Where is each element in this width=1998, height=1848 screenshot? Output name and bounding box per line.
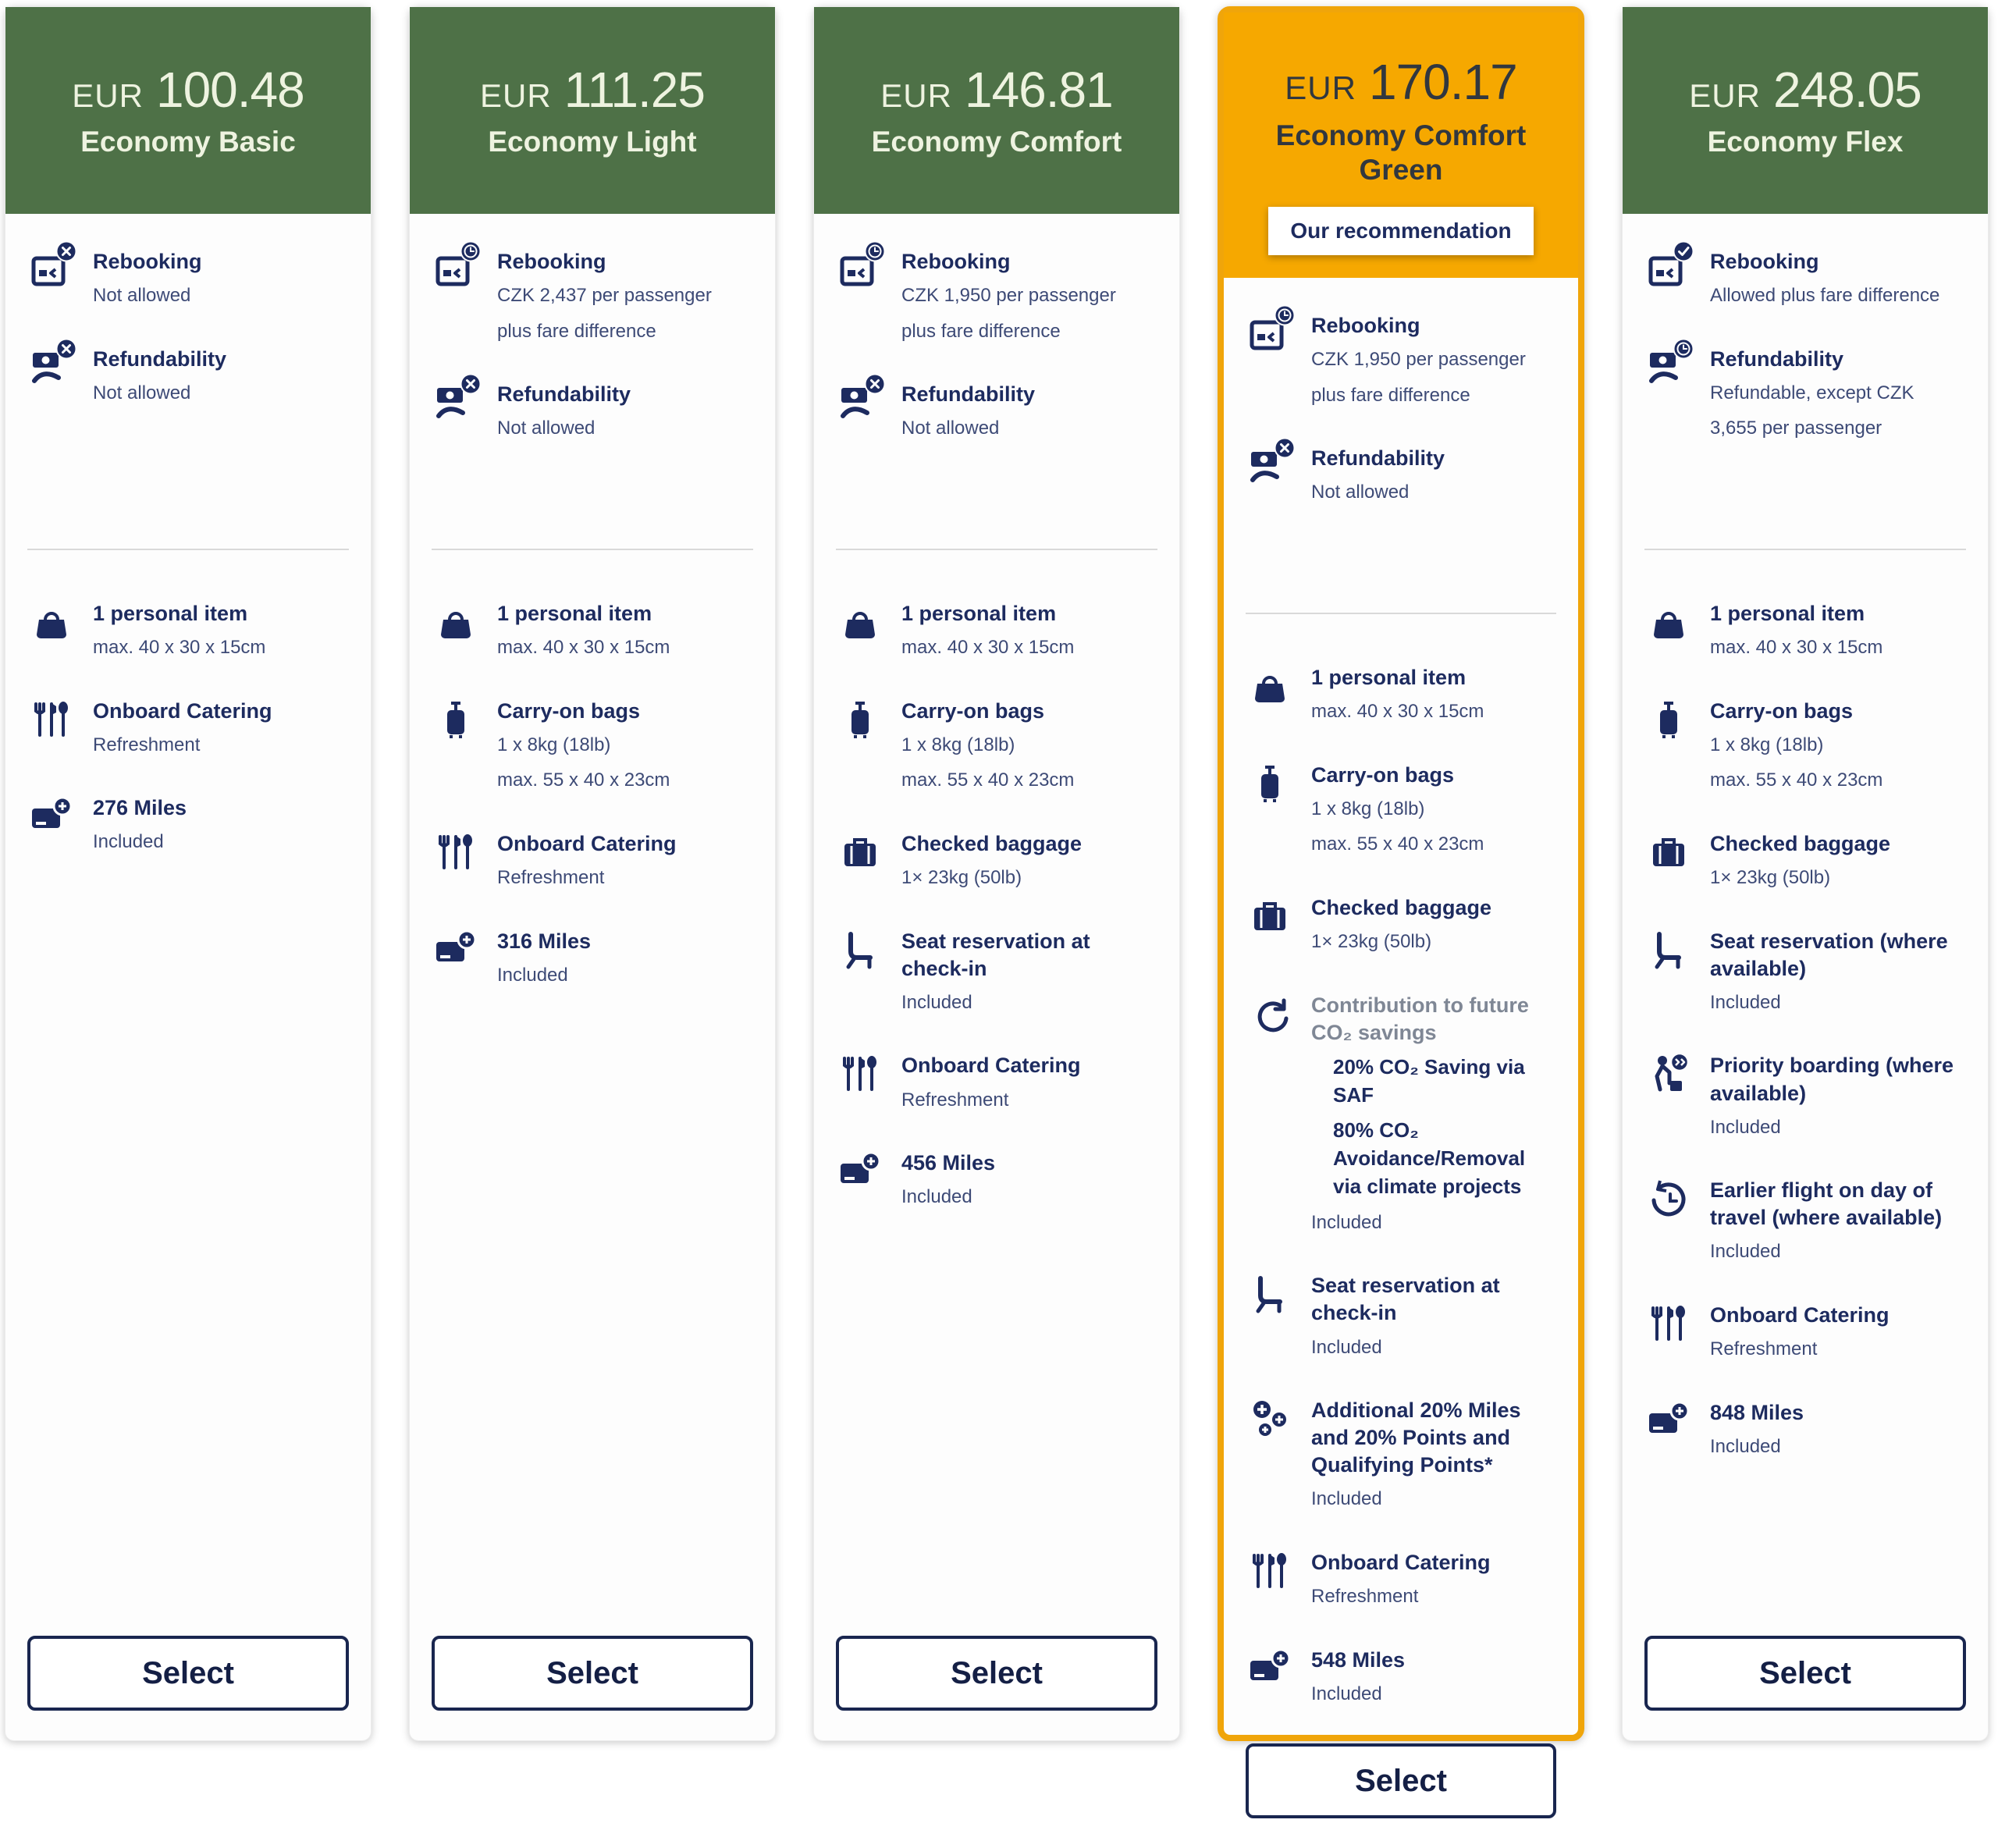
feature-description: Included <box>1311 1683 1382 1704</box>
feature-section <box>836 600 1157 1247</box>
feature-refundability <box>836 381 1157 444</box>
feature-title: Rebooking <box>497 250 606 273</box>
points-icon <box>1246 1397 1294 1445</box>
feature-title: 1 personal item <box>497 602 652 625</box>
feature-text <box>901 830 1157 894</box>
feature-text <box>1311 1397 1556 1515</box>
feature-description: Included <box>1710 1116 1781 1138</box>
feature-description: 1 x 8kg (18lb) <box>497 734 611 755</box>
feature-title: Checked baggage <box>1710 831 1891 855</box>
feature-text <box>497 248 753 346</box>
feature-miles <box>27 794 349 858</box>
feature-rebooking <box>836 248 1157 346</box>
refundability-icon <box>1644 346 1693 394</box>
feature-title: Checked baggage <box>1311 895 1492 919</box>
price-amount: 100.48 <box>155 62 304 119</box>
feature-description: Included <box>93 831 164 853</box>
feature-description: max. 55 x 40 x 23cm <box>1710 769 1883 791</box>
feature-title: Rebooking <box>1311 314 1420 337</box>
feature-description: Not allowed <box>1311 482 1410 503</box>
carry-on-icon <box>836 698 884 746</box>
feature-description: 1× 23kg (50lb) <box>1710 867 1831 889</box>
select-button[interactable]: Select <box>1246 1743 1556 1818</box>
feature-description: 1 x 8kg (18lb) <box>901 734 1015 755</box>
feature-title: Refundability <box>93 346 227 371</box>
seat-icon <box>1246 1272 1294 1320</box>
checked-baggage-icon <box>836 830 884 879</box>
carry-on-icon <box>432 698 480 746</box>
feature-text <box>901 248 1157 346</box>
feature-description: Included <box>1710 1435 1781 1457</box>
feature-rebooking <box>432 248 753 346</box>
feature-text <box>901 381 1157 444</box>
feature-seat <box>836 928 1157 1018</box>
feature-text <box>93 794 349 858</box>
feature-text <box>1710 248 1966 311</box>
feature-description: Included <box>497 964 568 986</box>
fare-header <box>410 7 775 214</box>
feature-catering <box>836 1052 1157 1115</box>
miles-icon <box>432 928 480 976</box>
feature-description: Refreshment <box>497 867 605 889</box>
feature-text <box>1311 1272 1556 1363</box>
catering-icon <box>27 698 76 746</box>
feature-text <box>93 346 349 409</box>
feature-text <box>1710 928 1966 1018</box>
feature-text <box>1311 1647 1556 1710</box>
feature-text <box>1710 1302 1966 1365</box>
check-badge-icon <box>1673 240 1694 262</box>
feature-description: plus fare difference <box>901 320 1061 342</box>
feature-co2 <box>1246 992 1556 1239</box>
currency-label: EUR <box>480 77 552 115</box>
seat-icon <box>836 928 884 976</box>
fare-price <box>1689 61 1921 119</box>
feature-description: Not allowed <box>93 382 191 403</box>
feature-title: 1 personal item <box>901 602 1057 625</box>
x-badge-icon <box>1274 437 1296 459</box>
feature-description: Refreshment <box>1311 1586 1419 1608</box>
feature-text <box>1311 762 1556 860</box>
section-divider <box>1644 549 1966 550</box>
feature-text <box>901 698 1157 796</box>
feature-title: Refundability <box>901 382 1036 407</box>
clock-badge-icon <box>864 240 886 262</box>
feature-description: max. 40 x 30 x 15cm <box>497 637 670 659</box>
rebooking-icon <box>1644 248 1693 297</box>
feature-title: Carry-on bags <box>497 698 641 723</box>
fare-card-economy-light <box>409 6 776 1741</box>
feature-section <box>432 600 753 1025</box>
feature-text <box>901 600 1157 663</box>
feature-priority <box>1644 1052 1966 1143</box>
feature-sub-bold: 80% CO₂ Avoidance/Removal via climate projects <box>1333 1118 1526 1199</box>
refundability-icon <box>432 381 480 429</box>
feature-text <box>1710 1399 1966 1462</box>
fare-header <box>1224 12 1578 278</box>
feature-description: max. 40 x 30 x 15cm <box>901 637 1075 659</box>
feature-description: Included <box>1710 991 1781 1013</box>
feature-title: Refundability <box>1311 446 1445 471</box>
feature-description: max. 40 x 30 x 15cm <box>93 637 266 659</box>
feature-section <box>27 600 349 892</box>
feature-description: CZK 2,437 per passenger <box>497 285 712 307</box>
feature-title: Seat reservation at check-in <box>1311 1274 1500 1325</box>
feature-description: Refreshment <box>1710 1338 1818 1360</box>
feature-title: Onboard Catering <box>93 698 272 723</box>
x-badge-icon <box>460 373 482 395</box>
feature-description: CZK 1,950 per passenger <box>901 285 1116 307</box>
feature-title: Rebooking <box>1710 250 1819 273</box>
feature-description: plus fare difference <box>497 320 656 342</box>
feature-title: Onboard Catering <box>1710 1303 1890 1327</box>
feature-text <box>497 928 753 991</box>
feature-text <box>1710 346 1966 444</box>
refundability-icon <box>836 381 884 429</box>
feature-description: 1× 23kg (50lb) <box>901 867 1022 889</box>
feature-text <box>497 381 753 444</box>
feature-refundability <box>432 381 753 444</box>
feature-carry-on <box>1246 762 1556 860</box>
price-amount: 146.81 <box>964 62 1113 119</box>
feature-catering <box>1246 1549 1556 1612</box>
feature-title: 1 personal item <box>93 602 248 625</box>
fare-name: Economy Comfort <box>871 126 1122 158</box>
feature-text <box>1311 894 1556 958</box>
section-divider <box>836 549 1157 550</box>
feature-checked-baggage <box>836 830 1157 894</box>
currency-label: EUR <box>880 77 952 115</box>
catering-icon <box>836 1052 884 1100</box>
feature-title: Carry-on bags <box>901 698 1045 723</box>
feature-title: Seat reservation (where available) <box>1710 929 1948 980</box>
feature-title: Refundability <box>497 382 631 407</box>
fare-card-economy-comfort <box>813 6 1180 1741</box>
miles-icon <box>1644 1399 1693 1448</box>
personal-item-icon <box>1246 664 1294 713</box>
personal-item-icon <box>836 600 884 649</box>
feature-description: 3,655 per passenger <box>1710 418 1882 439</box>
x-badge-icon <box>864 373 886 395</box>
section-divider <box>27 549 349 550</box>
feature-carry-on <box>836 698 1157 796</box>
feature-miles <box>1644 1399 1966 1462</box>
clock-badge-icon <box>1673 338 1694 360</box>
feature-text <box>1710 600 1966 663</box>
feature-text <box>93 600 349 663</box>
checked-baggage-icon <box>1644 830 1693 879</box>
feature-text <box>1311 445 1556 508</box>
section-divider <box>1246 613 1556 614</box>
currency-label: EUR <box>1285 69 1356 106</box>
feature-checked-baggage <box>1246 894 1556 958</box>
co2-icon <box>1246 992 1294 1040</box>
feature-description: Not allowed <box>93 285 191 307</box>
feature-miles <box>432 928 753 991</box>
feature-seat <box>1644 928 1966 1018</box>
priority-icon <box>1644 1052 1693 1100</box>
feature-points <box>1246 1397 1556 1515</box>
feature-title: Onboard Catering <box>1311 1551 1491 1575</box>
feature-text <box>1311 1549 1556 1612</box>
feature-description: max. 40 x 30 x 15cm <box>1311 701 1484 723</box>
feature-description: Allowed plus fare difference <box>1710 285 1940 307</box>
seat-icon <box>1644 928 1693 976</box>
x-badge-icon <box>55 240 77 262</box>
rebooking-icon <box>1246 312 1294 361</box>
feature-title: Contribution to future CO₂ savings <box>1311 993 1529 1044</box>
fare-body <box>814 214 1179 1740</box>
feature-title: Seat reservation at check-in <box>901 929 1090 980</box>
fare-card-economy-basic <box>5 6 372 1741</box>
feature-text <box>1710 1052 1966 1143</box>
feature-title: Earlier flight on day of travel (where available) <box>1710 1178 1943 1230</box>
fare-body <box>1623 214 1988 1740</box>
feature-title: 316 Miles <box>497 929 592 953</box>
refundability-icon <box>27 346 76 394</box>
feature-description: plus fare difference <box>1311 384 1470 406</box>
feature-miles <box>836 1150 1157 1213</box>
feature-section <box>1246 664 1556 1743</box>
feature-description: max. 40 x 30 x 15cm <box>1710 637 1883 659</box>
recommendation-badge: Our recommendation <box>1268 207 1533 255</box>
fare-body <box>1224 278 1578 1848</box>
feature-title: 548 Miles <box>1311 1647 1406 1672</box>
feature-earlier-flight <box>1644 1177 1966 1267</box>
feature-title: Carry-on bags <box>1710 698 1854 723</box>
feature-text <box>901 1052 1157 1115</box>
checked-baggage-icon <box>1246 894 1294 943</box>
currency-label: EUR <box>1689 77 1761 115</box>
feature-title: 456 Miles <box>901 1151 996 1175</box>
feature-description: Not allowed <box>901 418 1000 439</box>
feature-title: Checked baggage <box>901 831 1083 855</box>
fare-card-economy-flex <box>1622 6 1989 1741</box>
feature-description: Included <box>901 991 972 1013</box>
feature-title: Refundability <box>1710 346 1844 371</box>
feature-description: Included <box>1311 1488 1382 1510</box>
feature-catering <box>27 698 349 761</box>
fare-name: Economy Flex <box>1707 126 1904 158</box>
feature-refundability <box>1246 445 1556 508</box>
currency-label: EUR <box>72 77 144 115</box>
feature-description: max. 55 x 40 x 23cm <box>1311 833 1484 855</box>
clock-badge-icon <box>1274 304 1296 326</box>
feature-rebooking <box>1644 248 1966 311</box>
feature-title: 276 Miles <box>93 796 187 820</box>
catering-icon <box>432 830 480 879</box>
fare-price <box>1285 53 1516 111</box>
fare-price <box>480 61 705 119</box>
feature-title: Rebooking <box>93 250 202 273</box>
refundability-icon <box>1246 445 1294 493</box>
feature-text <box>1710 830 1966 894</box>
rebooking-icon <box>836 248 884 297</box>
feature-description: 1 x 8kg (18lb) <box>1311 798 1425 819</box>
price-amount: 170.17 <box>1368 54 1517 110</box>
feature-miles <box>1246 1647 1556 1710</box>
feature-description: max. 55 x 40 x 23cm <box>497 769 670 791</box>
x-badge-icon <box>55 338 77 360</box>
feature-title: Rebooking <box>901 250 1011 273</box>
carry-on-icon <box>1644 698 1693 746</box>
personal-item-icon <box>1644 600 1693 649</box>
feature-description: CZK 1,950 per passenger <box>1311 349 1526 371</box>
fare-name: Economy Comfort Green <box>1275 119 1527 187</box>
feature-title: Priority boarding (where available) <box>1710 1054 1954 1105</box>
feature-text <box>497 698 753 796</box>
feature-carry-on <box>432 698 753 796</box>
clock-badge-icon <box>460 240 482 262</box>
catering-icon <box>1246 1549 1294 1597</box>
personal-item-icon <box>432 600 480 649</box>
policy-section <box>836 248 1157 549</box>
feature-section <box>1644 600 1966 1496</box>
policy-section <box>1246 312 1556 613</box>
feature-text <box>1311 664 1556 727</box>
feature-description: Included <box>1311 1336 1382 1358</box>
feature-text <box>497 600 753 663</box>
feature-title: Additional 20% Miles and 20% Points and Qualifying Points* <box>1311 1398 1521 1477</box>
feature-description: Refreshment <box>93 734 201 755</box>
select-button[interactable]: Select <box>836 1636 1157 1711</box>
feature-text <box>1710 1177 1966 1267</box>
miles-icon <box>1246 1647 1294 1695</box>
feature-description: Included <box>1311 1211 1382 1233</box>
feature-description: Included <box>901 1186 972 1208</box>
feature-personal-item <box>836 600 1157 663</box>
fare-header <box>814 7 1179 214</box>
feature-sub-bold: 20% CO₂ Saving via SAF <box>1333 1054 1525 1107</box>
fare-header <box>1623 7 1988 214</box>
fare-card-economy-comfort-green <box>1218 6 1584 1798</box>
earlier-flight-icon <box>1644 1177 1693 1225</box>
feature-personal-item <box>432 600 753 663</box>
fare-body <box>5 214 371 1740</box>
miles-icon <box>27 794 76 843</box>
feature-description: Refundable, except CZK <box>1710 382 1914 403</box>
feature-personal-item <box>27 600 349 663</box>
feature-text <box>901 1150 1157 1213</box>
feature-catering <box>432 830 753 894</box>
feature-checked-baggage <box>1644 830 1966 894</box>
feature-text <box>1311 992 1556 1239</box>
feature-title: 848 Miles <box>1710 1400 1804 1424</box>
carry-on-icon <box>1246 762 1294 810</box>
feature-refundability <box>1644 346 1966 444</box>
feature-title: Onboard Catering <box>497 831 677 855</box>
feature-personal-item <box>1246 664 1556 727</box>
feature-title: Onboard Catering <box>901 1054 1081 1078</box>
catering-icon <box>1644 1302 1693 1350</box>
feature-refundability <box>27 346 349 409</box>
feature-carry-on <box>1644 698 1966 796</box>
rebooking-icon <box>432 248 480 297</box>
miles-icon <box>836 1150 884 1198</box>
select-button[interactable]: Select <box>432 1636 753 1711</box>
fare-price <box>880 61 1112 119</box>
feature-description: max. 55 x 40 x 23cm <box>901 769 1075 791</box>
feature-rebooking <box>1246 312 1556 410</box>
feature-title: Carry-on bags <box>1311 762 1455 787</box>
policy-section <box>432 248 753 549</box>
feature-text <box>1710 698 1966 796</box>
fare-name: Economy Light <box>488 126 697 158</box>
fare-header <box>5 7 371 214</box>
feature-text <box>93 248 349 311</box>
price-amount: 248.05 <box>1772 62 1922 119</box>
feature-catering <box>1644 1302 1966 1365</box>
select-button[interactable]: Select <box>27 1636 349 1711</box>
fare-name: Economy Basic <box>80 126 296 158</box>
feature-personal-item <box>1644 600 1966 663</box>
feature-text <box>93 698 349 761</box>
rebooking-icon <box>27 248 76 297</box>
feature-description: Refreshment <box>901 1089 1009 1111</box>
feature-text <box>1311 312 1556 410</box>
price-amount: 111.25 <box>563 62 705 119</box>
fare-price <box>72 61 304 119</box>
feature-seat <box>1246 1272 1556 1363</box>
feature-text <box>497 830 753 894</box>
fare-body <box>410 214 775 1740</box>
feature-rebooking <box>27 248 349 311</box>
section-divider <box>432 549 753 550</box>
select-button[interactable]: Select <box>1644 1636 1966 1711</box>
feature-title: 1 personal item <box>1710 602 1865 625</box>
feature-description: 1 x 8kg (18lb) <box>1710 734 1824 755</box>
policy-section <box>1644 248 1966 549</box>
personal-item-icon <box>27 600 76 649</box>
feature-description: 1× 23kg (50lb) <box>1311 931 1432 953</box>
feature-title: 1 personal item <box>1311 666 1467 689</box>
feature-description: Not allowed <box>497 418 595 439</box>
feature-description: Included <box>1710 1241 1781 1263</box>
feature-text <box>901 928 1157 1018</box>
policy-section <box>27 248 349 549</box>
